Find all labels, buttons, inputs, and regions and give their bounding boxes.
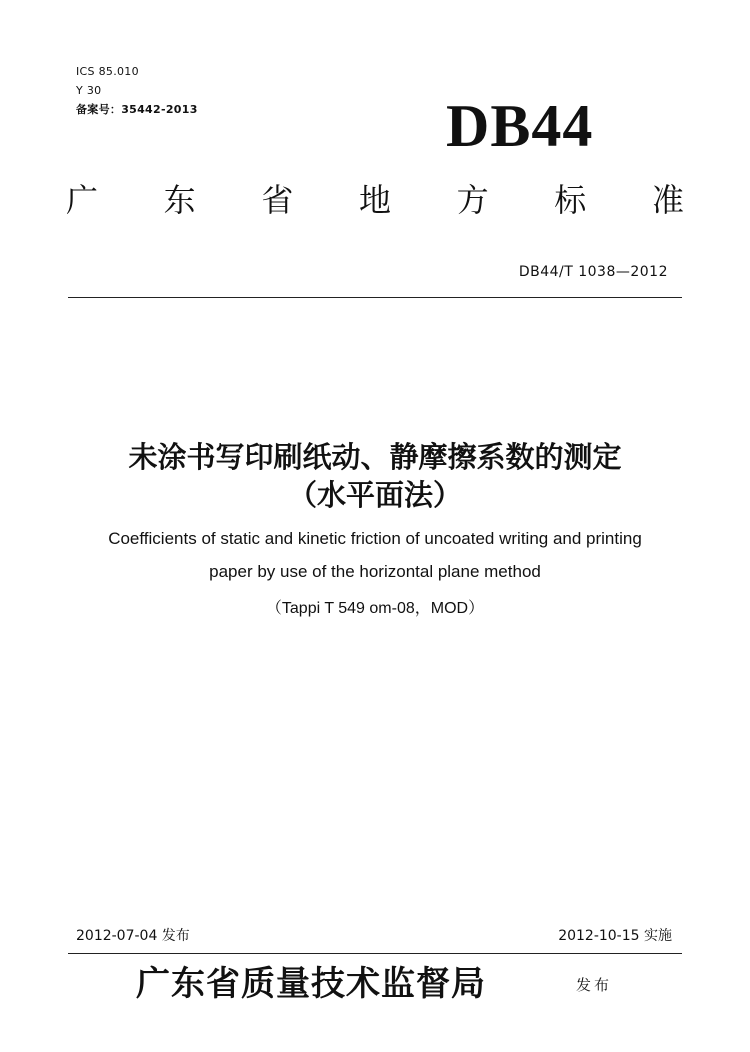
bottom-divider (68, 953, 682, 954)
title-chinese-line1: 未涂书写印刷纸动、静摩擦系数的测定 (128, 440, 622, 474)
issued-label: 发布 (576, 976, 613, 994)
implementation-date: 2012-10-15 实施 (558, 928, 672, 944)
standard-type-char: 东 (163, 181, 196, 219)
adoption-note: （Tappi T 549 om-08，MOD） (265, 600, 485, 617)
standard-number: DB44/T 1038—2012 (518, 264, 668, 280)
top-divider (68, 297, 682, 298)
standard-type-heading (66, 178, 684, 222)
issue-date: 2012-07-04 发布 (76, 928, 190, 944)
title-english-line2: paper by use of the horizontal plane method (209, 562, 541, 581)
db-code-logo: DB44 (446, 93, 594, 159)
standard-type-char: 省 (261, 181, 294, 219)
standard-type-char: 准 (651, 181, 684, 219)
ccs-code: Y 30 (76, 84, 102, 97)
title-chinese-line2: （水平面法） (287, 478, 462, 512)
record-number: 备案号：35442-2013 (76, 103, 198, 116)
issuing-authority: 广东省质量技术监督局 (136, 964, 486, 1004)
title-english-line1: Coefficients of static and kinetic friction of uncoated writing and printing (108, 529, 642, 548)
standard-type-char: 广 (66, 181, 99, 219)
standard-type-char: 标 (554, 181, 587, 219)
standard-type-char: 地 (358, 181, 391, 219)
ics-code: ICS 85.010 (76, 65, 139, 78)
classification-block (76, 62, 198, 119)
standard-type-char: 方 (456, 181, 489, 219)
